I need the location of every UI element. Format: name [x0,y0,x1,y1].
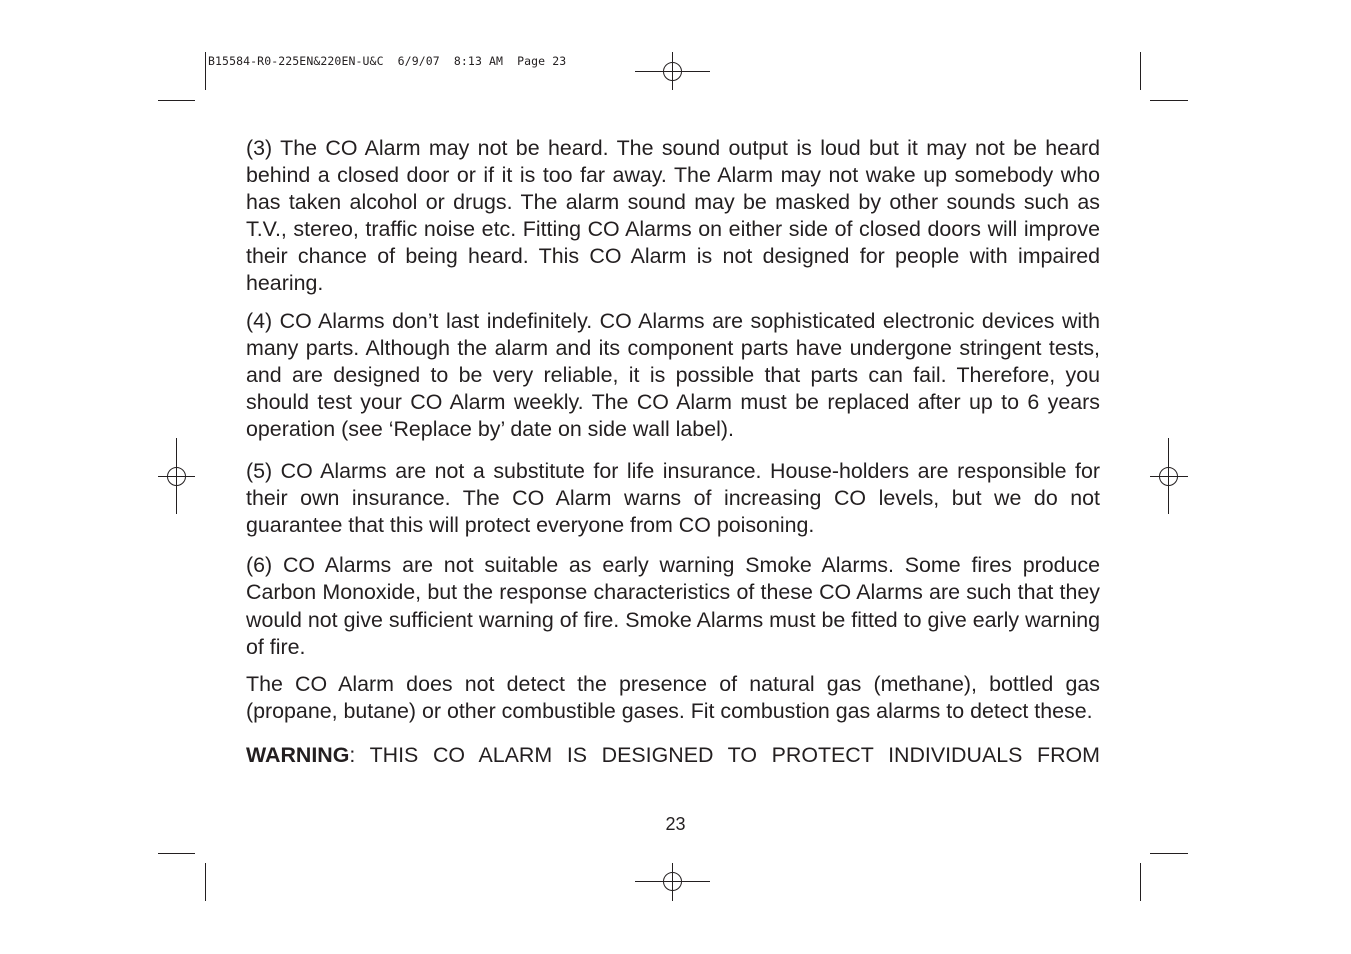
registration-mark-bottom [635,863,710,901]
registration-mark-right [1150,438,1188,514]
slug-time: 8:13 AM [453,54,504,68]
paragraph-4-lifespan: (4) CO Alarms don’t last indefinitely. CO Alarms are sophisticated electronic devices with many parts. Although the alarm and its component parts have undergone stringent tests, and are designed to be very reliable, it is possible that parts can fail. Therefore, you should test your CO Alarm weekly. The CO Alarm must be replaced after up to 6 years operation (see ‘Replace by’ date on side wall label). [246,308,1100,441]
page-body [246,135,1100,769]
registration-mark-left [158,438,195,514]
warning-label: WARNING [246,742,350,767]
paragraph-3-not-heard: (3) The CO Alarm may not be heard. The sound output is loud but it may not be heard behind a closed door or if it is too far away. The Alarm may not wake up somebody who has taken alcohol or drugs. The alarm sound may be masked by other sounds such as T.V., stereo, traffic noise etc. Fitting CO Alarms on either side of closed doors will improve their chance of being heard. This CO Alarm is not designed for people with impaired hearing. [246,136,1100,296]
slug-file: B15584-R0-225EN&220EN-U&C [208,54,384,68]
page-number: 23 [665,814,686,834]
paragraph-5-insurance: (5) CO Alarms are not a substitute for life insurance. House-holders are responsible for their own insurance. The CO Alarm warns of increasing CO levels, but we do not guarantee that this will protect everyone from CO poisoning. [246,459,1100,538]
registration-mark-top [635,52,710,90]
slug-date: 6/9/07 [397,54,440,68]
paragraph-6-smoke-alarms: (6) CO Alarms are not suitable as early warning Smoke Alarms. Some fires produce Carbon Monoxide, but the response characteristics of these CO Alarms are such that they would not give sufficient warning of fire. Smoke Alarms must be fitted to give early warning of fire. [246,553,1100,659]
warning-paragraph [246,742,1100,769]
slug-page: Page 23 [517,54,567,68]
paragraph-combustible-gases: The CO Alarm does not detect the presence of natural gas (methane), bottled gas (propane, butane) or other combustible gases. Fit combustion gas alarms to detect these. [246,671,1100,723]
warning-text: : THIS CO ALARM IS DESIGNED TO PROTECT INDIVIDUALS FROM [349,742,1100,767]
